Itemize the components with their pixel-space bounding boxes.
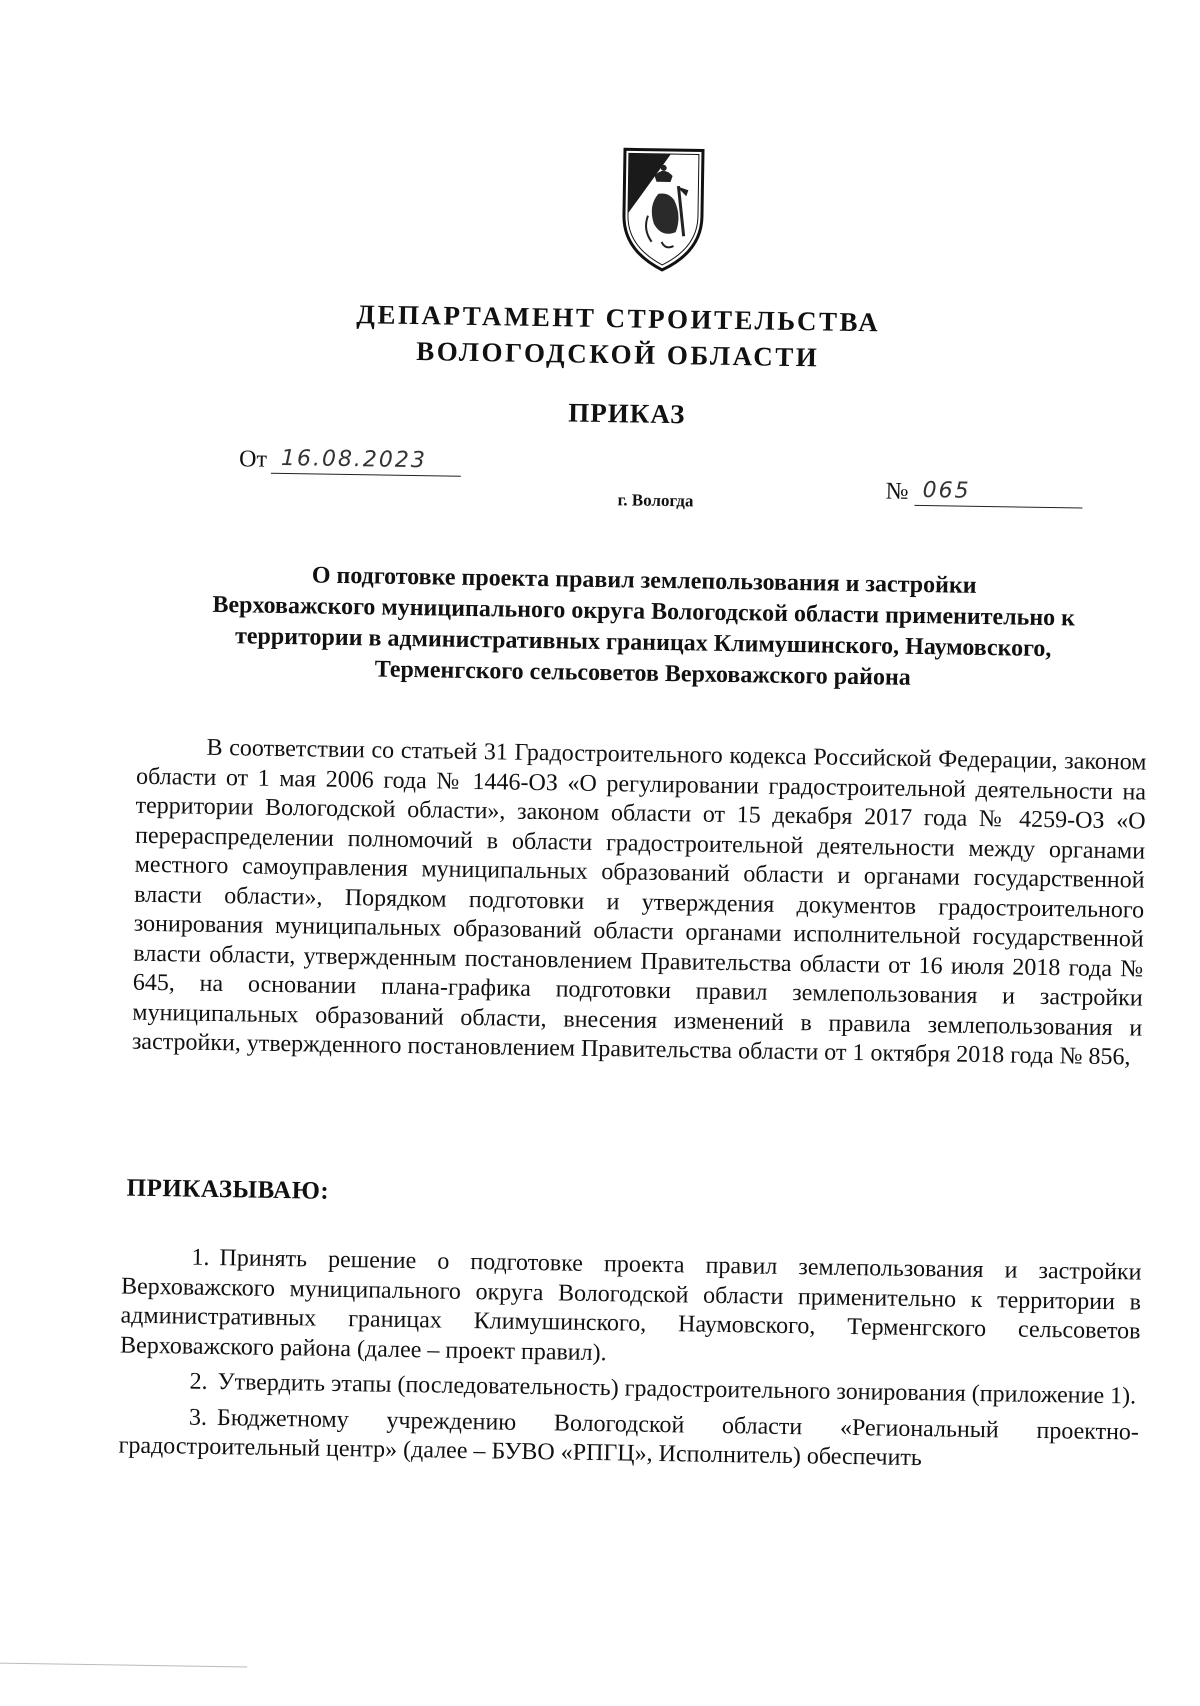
item-text: Бюджетному учреждению Вологодской области «Региональный проектно-градостроительный центр» (далее – БУВО «РПГЦ», Исполнитель) обеспечить — [118, 1404, 1140, 1472]
subject-line: Верховажского муниципального округа Вологодской области применительно к — [212, 591, 1076, 632]
order-items — [118, 1243, 1141, 1483]
order-item — [120, 1243, 1142, 1377]
order-item — [118, 1402, 1139, 1477]
department-line-2: ВОЛОГОДСКОЙ ОБЛАСТИ — [416, 336, 820, 373]
city-label: г. Вологда — [617, 490, 694, 511]
item-number: 1. — [191, 1244, 210, 1271]
subject-line: Терменгского сельсоветов Верховажского района — [374, 656, 911, 691]
subject-line: территории в административных границах Климушинского, Наумовского, — [234, 623, 1052, 663]
department-name — [308, 295, 929, 377]
date-prefix: От — [238, 446, 268, 473]
item-text: Принять решение о подготовке проекта правил землепользования и застройки Верховажского муниципального округа Вологодской области применительно к территории в административных границах Климушинского, Наумовского, Терменгского сельсоветов Верховажского района (далее – проект правил). — [119, 1245, 1142, 1366]
document-type-title: ПРИКАЗ — [568, 397, 686, 430]
date-row — [239, 444, 461, 476]
page-edge-rule — [0, 1662, 247, 1667]
item-number: 3. — [188, 1404, 208, 1431]
date-value: 16.08.2023 — [271, 445, 461, 477]
item-text: Утвердить этапы (последовательность) градостроительного зонирования (приложение 1). — [217, 1369, 1137, 1410]
order-subject — [143, 558, 1145, 698]
number-prefix: № — [885, 478, 909, 505]
coat-of-arms-emblem — [617, 145, 709, 274]
preamble-paragraph: В соответствии со статьей 31 Градостроительного кодекса Российской Федерации, законом области от 1 мая 2006 года № 1446-ОЗ «О регулировании градостроительной деятельности на территории Вологодской области», законом области от 15 декабря 2017 года № 4259-ОЗ «О перераспределении полномочий в области градостроительной деятельности между органами местного самоуправления муниципальных образований области и органами государственной власти области», Порядком подготовки и утверждения документов градостроительного зонирования муниципальных образований области органами исполнительной государственной власти области, утвержденным постановлением Правительства области от 16 июля 2018 года № 645, на основании плана-графика подготовки правил землепользования и застройки муниципальных образований области, внесения изменений в правила землепользования и застройки, утвержденного постановлением Правительства области от 1 октября 2018 года № 856, — [131, 734, 1147, 1071]
number-row — [885, 476, 1082, 508]
item-number: 2. — [189, 1368, 208, 1395]
number-value: 065 — [914, 477, 1082, 509]
department-line-1: ДЕПАРТАМЕНТ СТРОИТЕЛЬСТВА — [356, 299, 881, 338]
subject-line: О подготовке проекта правил землепользования и застройки — [311, 562, 977, 599]
orders-heading: ПРИКАЗЫВАЮ: — [126, 1174, 330, 1205]
